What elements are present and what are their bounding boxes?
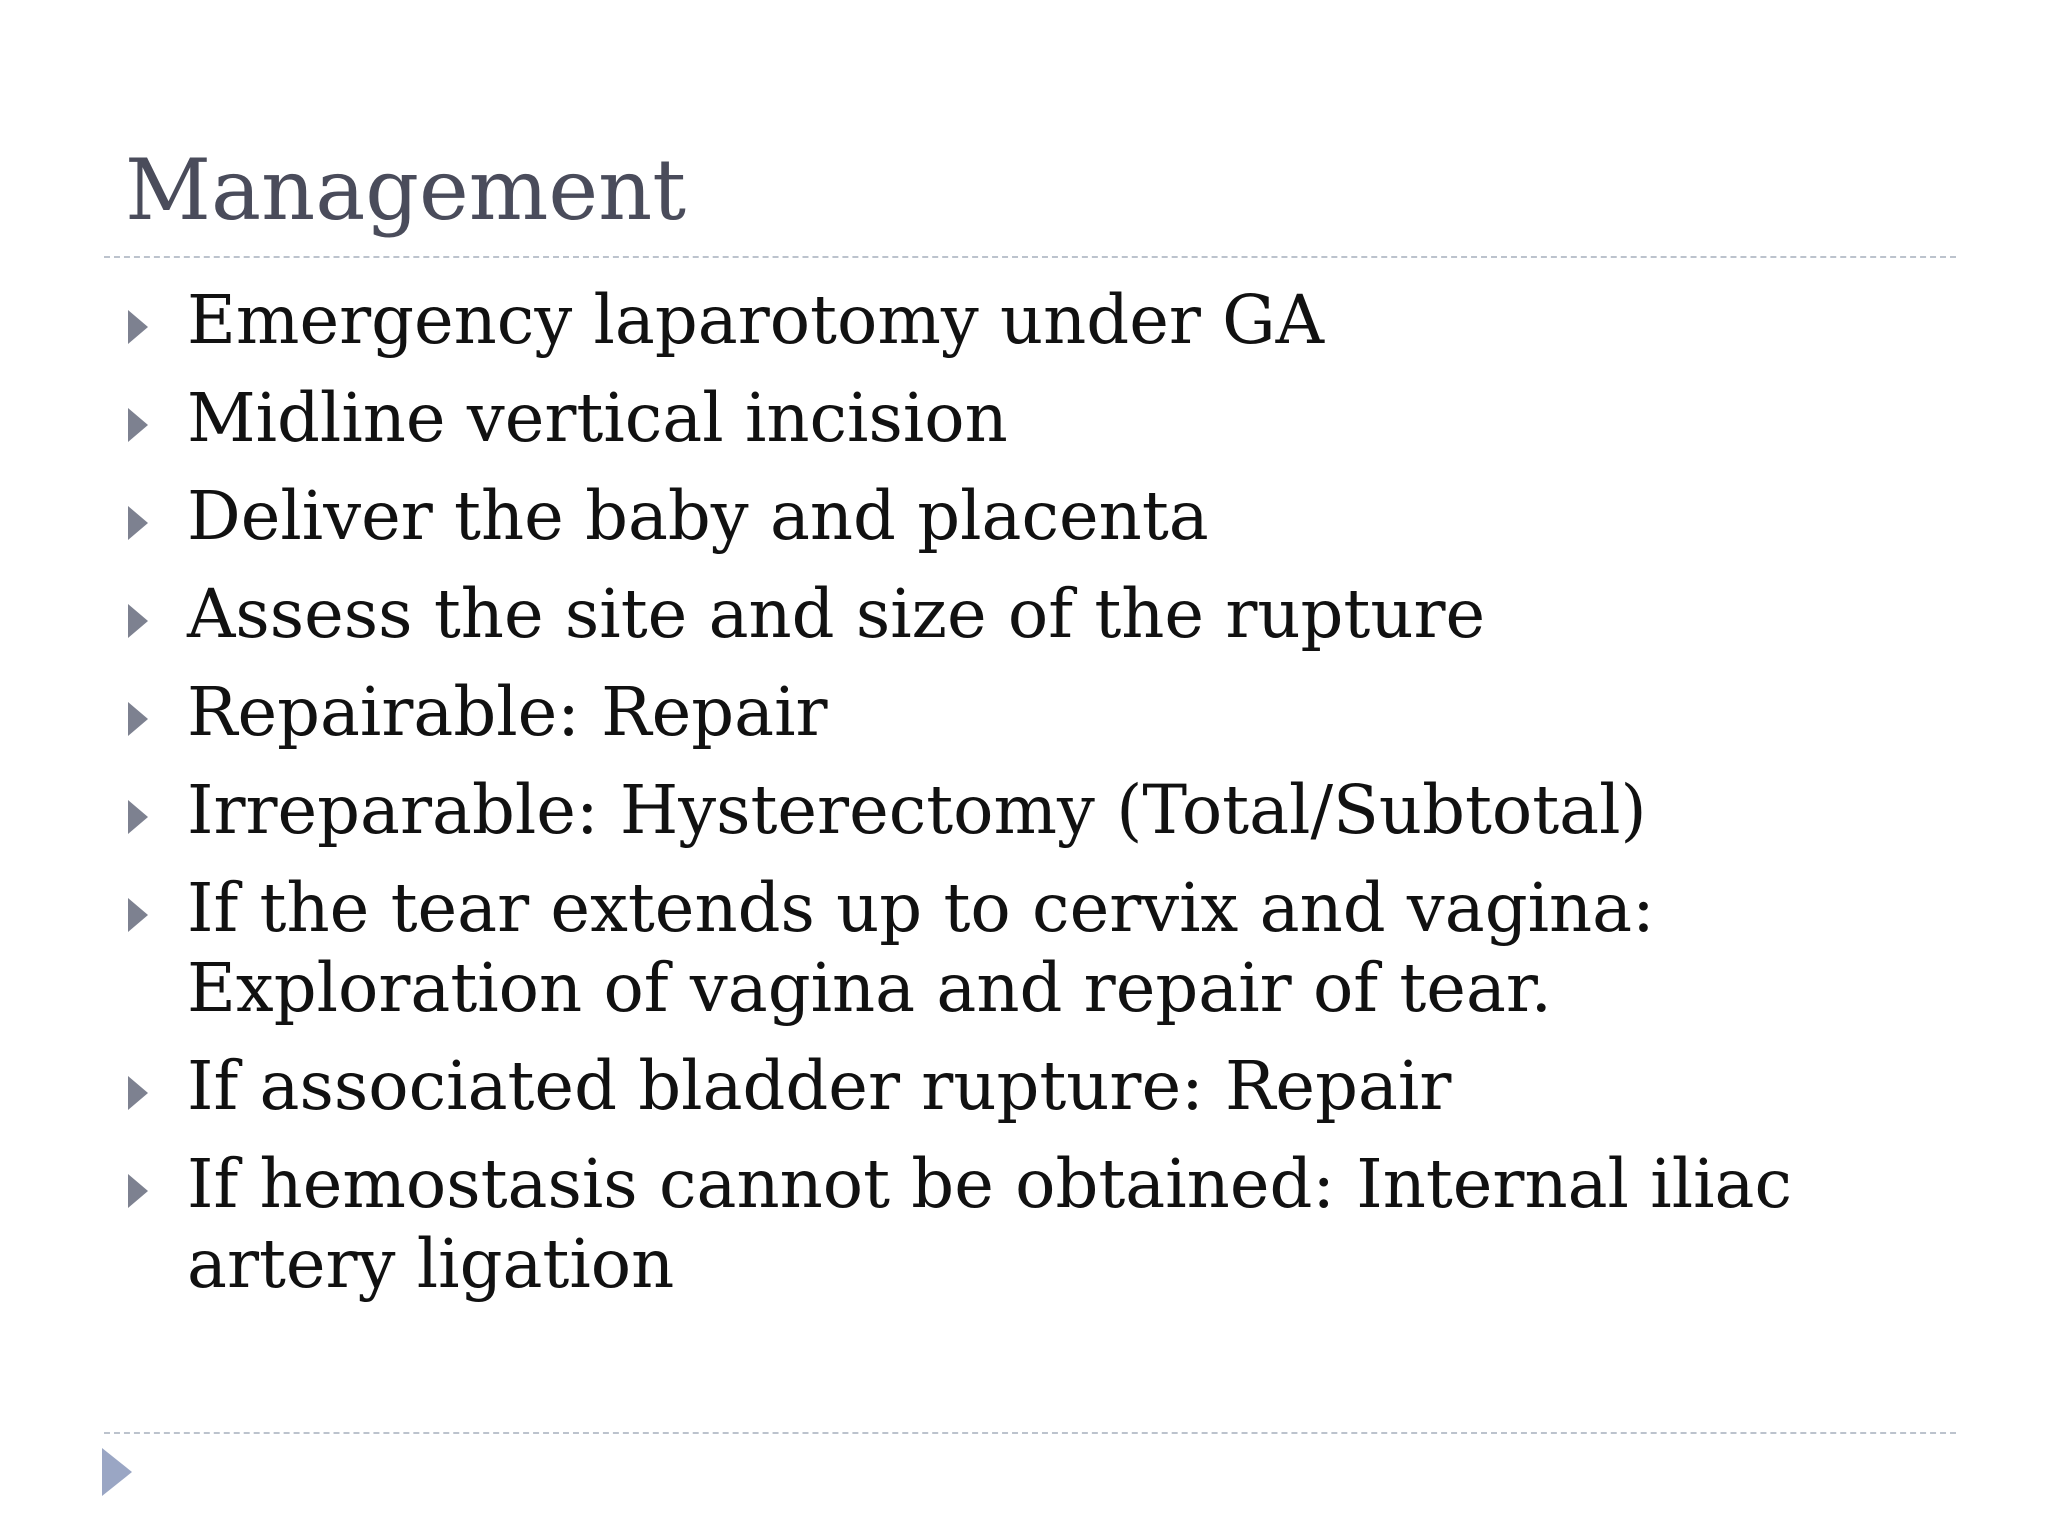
bullet-text: Irreparable: Hysterectomy (Total/Subtotal) xyxy=(187,771,1647,849)
bullet-text: Midline vertical incision xyxy=(187,379,1008,457)
triangle-right-icon xyxy=(128,1076,148,1110)
footer-triangle-icon xyxy=(102,1448,132,1496)
bullet-item xyxy=(128,476,1948,556)
bullet-text-continued: Exploration of vagina and repair of tear. xyxy=(187,949,1552,1027)
bullet-item xyxy=(128,770,1948,850)
bullet-item xyxy=(128,672,1948,752)
triangle-right-icon xyxy=(128,800,148,834)
title-divider xyxy=(104,256,1956,258)
bullet-item xyxy=(128,378,1948,458)
bullet-text: If the tear extends up to cervix and vagina: xyxy=(187,869,1655,947)
bullet-item xyxy=(128,280,1948,360)
bullet-item xyxy=(128,868,1948,1028)
bullet-text: Assess the site and size of the rupture xyxy=(187,575,1486,653)
triangle-right-icon xyxy=(128,1174,148,1208)
bullet-text: Deliver the baby and placenta xyxy=(187,477,1209,555)
bullet-item xyxy=(128,574,1948,654)
triangle-right-icon xyxy=(128,506,148,540)
bullet-list xyxy=(128,280,1948,1322)
bullet-item xyxy=(128,1046,1948,1126)
triangle-right-icon xyxy=(128,702,148,736)
footer-divider xyxy=(104,1432,1956,1434)
triangle-right-icon xyxy=(128,604,148,638)
bullet-text: If hemostasis cannot be obtained: Internal iliac xyxy=(187,1145,1793,1223)
bullet-text: Emergency laparotomy under GA xyxy=(187,281,1325,359)
slide-title: Management xyxy=(125,141,686,239)
triangle-right-icon xyxy=(128,898,148,932)
bullet-text: Repairable: Repair xyxy=(187,673,828,751)
triangle-right-icon xyxy=(128,310,148,344)
triangle-right-icon xyxy=(128,408,148,442)
bullet-item xyxy=(128,1144,1948,1304)
bullet-text-continued: artery ligation xyxy=(187,1225,675,1303)
bullet-text: If associated bladder rupture: Repair xyxy=(187,1047,1452,1125)
